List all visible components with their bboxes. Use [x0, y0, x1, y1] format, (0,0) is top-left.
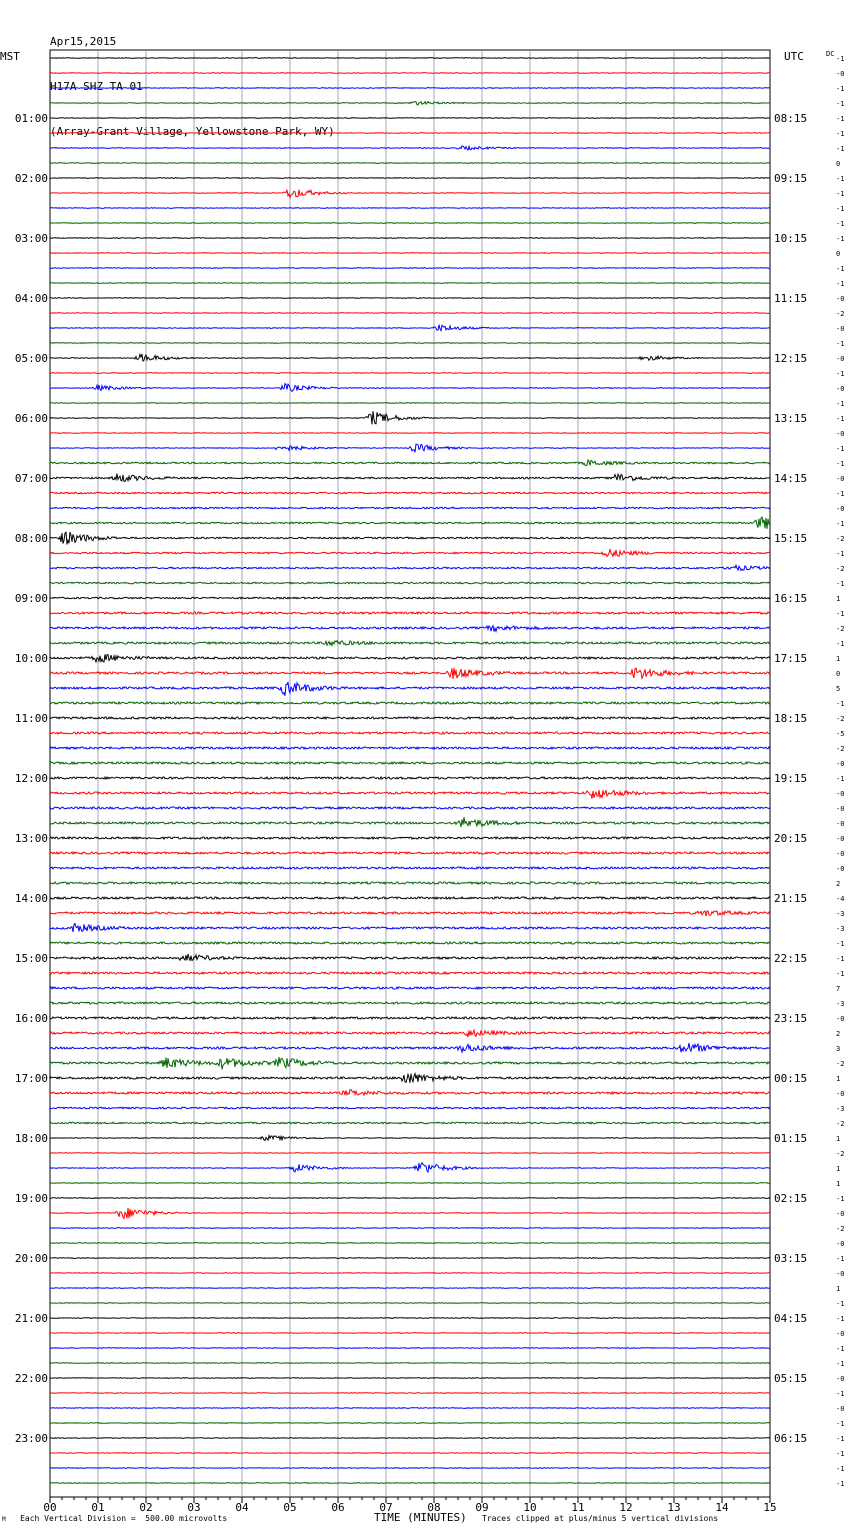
trace-row-77: [50, 1208, 770, 1219]
right-hour-label: 05:15: [774, 1372, 808, 1385]
trace-row-29: [50, 492, 770, 494]
trace-row-67: [50, 1057, 770, 1069]
right-hour-label: 15:15: [774, 532, 808, 545]
trace-row-55: [50, 882, 770, 884]
trace-row-5: [50, 133, 770, 134]
header-date: Apr15,2015: [50, 35, 117, 48]
right-axis-title: UTC: [784, 50, 804, 63]
trace-row-82: [50, 1288, 770, 1289]
dc-offset-label: -0: [836, 70, 845, 78]
trace-row-0: [50, 58, 770, 59]
left-hour-label: 07:00: [14, 472, 48, 485]
dc-offset-label: -1: [836, 445, 845, 453]
trace-row-16: [50, 298, 770, 299]
dc-offset-label: -0: [836, 1240, 845, 1248]
x-tick-label: 10: [523, 1501, 537, 1514]
dc-offset-label: -2: [836, 1150, 845, 1158]
trace-row-32: [50, 532, 770, 544]
trace-row-95: [50, 1483, 770, 1484]
plot-frame: [50, 50, 770, 1497]
dc-offset-label: -1: [836, 370, 845, 378]
dc-offset-label: -1: [836, 130, 845, 138]
trace-row-73: [50, 1153, 770, 1154]
dc-offset-label: -1: [836, 55, 845, 63]
dc-offset-label: 2: [836, 1030, 841, 1038]
dc-offset-label: -1: [836, 1420, 845, 1428]
dc-label: DC: [826, 50, 835, 58]
dc-offset-label: 1: [836, 595, 841, 603]
trace-row-47: [50, 762, 770, 764]
left-hour-label: 21:00: [14, 1312, 48, 1325]
trace-row-74: [50, 1163, 770, 1172]
right-hour-label: 06:15: [774, 1432, 808, 1445]
dc-offset-label: 2: [836, 880, 841, 888]
dc-offset-label: 0: [836, 670, 841, 678]
right-hour-label: 08:15: [774, 112, 808, 125]
dc-offset-label: -1: [836, 580, 845, 588]
dc-offset-label: -1: [836, 85, 845, 93]
trace-row-52: [50, 837, 770, 839]
trace-row-72: [50, 1136, 770, 1141]
left-hour-label: 06:00: [14, 412, 48, 425]
dc-offset-label: -0: [836, 850, 845, 858]
footer-scale-note: [2, 1514, 227, 1523]
header-station: H17A SHZ TA 01: [50, 80, 143, 93]
dc-offset-label: -0: [836, 790, 845, 798]
trace-row-87: [50, 1363, 770, 1364]
x-tick-label: 04: [235, 1501, 249, 1514]
trace-row-59: [50, 942, 770, 944]
x-tick-label: 05: [283, 1501, 297, 1514]
left-hour-label: 19:00: [14, 1192, 48, 1205]
x-tick-label: 01: [91, 1501, 105, 1514]
trace-row-9: [50, 190, 770, 198]
scale-note-text: Each Vertical Division = 500.00 microvolts: [20, 1514, 228, 1523]
dc-offset-label: -1: [836, 460, 845, 468]
trace-row-15: [50, 283, 770, 284]
right-hour-label: 14:15: [774, 472, 808, 485]
x-axis-title: TIME (MINUTES): [374, 1511, 467, 1524]
trace-row-93: [50, 1453, 770, 1454]
trace-row-30: [50, 507, 770, 509]
trace-row-49: [50, 790, 770, 799]
dc-offset-label: -2: [836, 1225, 845, 1233]
trace-row-81: [50, 1273, 770, 1274]
x-tick-label: 03: [187, 1501, 201, 1514]
left-hour-label: 03:00: [14, 232, 48, 245]
x-tick-label: 00: [43, 1501, 57, 1514]
dc-offset-label: -0: [836, 505, 845, 513]
dc-offset-label: -2: [836, 565, 845, 573]
trace-row-92: [50, 1438, 770, 1439]
trace-row-25: [50, 433, 770, 434]
dc-offset-label: -1: [836, 1435, 845, 1443]
trace-row-48: [50, 777, 770, 779]
trace-row-10: [50, 208, 770, 209]
trace-row-4: [50, 118, 770, 119]
trace-row-34: [50, 565, 770, 570]
x-tick-label: 02: [139, 1501, 153, 1514]
trace-row-35: [50, 582, 770, 584]
left-hour-label: 04:00: [14, 292, 48, 305]
dc-offset-label: -0: [836, 1015, 845, 1023]
trace-row-76: [50, 1198, 770, 1199]
trace-row-14: [50, 268, 770, 269]
dc-offset-label: -2: [836, 310, 845, 318]
dc-offset-label: -1: [836, 145, 845, 153]
dc-offset-label: -1: [836, 1465, 845, 1473]
dc-offset-label: 7: [836, 985, 841, 993]
dc-offset-label: -1: [836, 400, 845, 408]
dc-offset-label: 5: [836, 685, 841, 693]
right-hour-label: 04:15: [774, 1312, 808, 1325]
header-location: (Array-Grant Village, Yellowstone Park, WY): [50, 125, 335, 138]
trace-row-43: [50, 702, 770, 704]
left-hour-label: 08:00: [14, 532, 48, 545]
trace-row-17: [50, 313, 770, 314]
dc-offset-label: -1: [836, 280, 845, 288]
trace-row-66: [50, 1043, 770, 1052]
trace-row-37: [50, 612, 770, 614]
left-hour-label: 22:00: [14, 1372, 48, 1385]
dc-offset-label: -1: [836, 1300, 845, 1308]
dc-offset-label: -1: [836, 1360, 845, 1368]
trace-row-27: [50, 460, 770, 466]
x-tick-label: 11: [571, 1501, 585, 1514]
x-tick-label: 12: [619, 1501, 633, 1514]
dc-offset-label: -1: [836, 1450, 845, 1458]
right-hour-label: 17:15: [774, 652, 808, 665]
left-hour-label: 12:00: [14, 772, 48, 785]
x-tick-label: 15: [763, 1501, 777, 1514]
trace-row-60: [50, 954, 770, 961]
dc-offset-label: -5: [836, 730, 845, 738]
left-hour-label: 17:00: [14, 1072, 48, 1085]
dc-offset-label: -3: [836, 1105, 845, 1113]
trace-row-45: [50, 732, 770, 734]
dc-offset-label: -1: [836, 1390, 845, 1398]
right-hour-label: 18:15: [774, 712, 808, 725]
dc-offset-label: -3: [836, 910, 845, 918]
right-hour-label: 21:15: [774, 892, 808, 905]
left-hour-label: 16:00: [14, 1012, 48, 1025]
trace-row-8: [50, 178, 770, 179]
trace-row-70: [50, 1107, 770, 1109]
right-hour-label: 13:15: [774, 412, 808, 425]
trace-row-41: [50, 668, 770, 679]
left-hour-label: 09:00: [14, 592, 48, 605]
trace-row-28: [50, 474, 770, 482]
x-tick-label: 09: [475, 1501, 489, 1514]
trace-row-39: [50, 641, 770, 646]
dc-offset-label: -2: [836, 625, 845, 633]
dc-offset-label: -0: [836, 1405, 845, 1413]
dc-offset-label: -4: [836, 895, 845, 903]
trace-row-3: [50, 102, 770, 105]
right-hour-label: 16:15: [774, 592, 808, 605]
dc-offset-label: -1: [836, 100, 845, 108]
dc-offset-label: -1: [836, 115, 845, 123]
x-tick-label: 13: [667, 1501, 681, 1514]
trace-row-91: [50, 1423, 770, 1424]
trace-row-58: [50, 923, 770, 931]
right-hour-label: 01:15: [774, 1132, 808, 1145]
dc-offset-label: -1: [836, 415, 845, 423]
dc-offset-label: -0: [836, 760, 845, 768]
x-tick-label: 06: [331, 1501, 345, 1514]
dc-offset-label: -1: [836, 220, 845, 228]
dc-offset-label: -2: [836, 1120, 845, 1128]
dc-offset-label: -0: [836, 865, 845, 873]
trace-row-46: [50, 747, 770, 749]
dc-offset-label: -1: [836, 265, 845, 273]
dc-offset-label: -0: [836, 385, 845, 393]
dc-offset-label: -0: [836, 325, 845, 333]
dc-offset-label: -1: [836, 640, 845, 648]
trace-row-75: [50, 1183, 770, 1184]
dc-offset-label: -1: [836, 940, 845, 948]
trace-row-90: [50, 1408, 770, 1409]
right-hour-label: 09:15: [774, 172, 808, 185]
right-hour-label: 10:15: [774, 232, 808, 245]
dc-offset-label: 1: [836, 1135, 841, 1143]
dc-offset-label: -3: [836, 925, 845, 933]
trace-row-22: [50, 384, 770, 392]
trace-row-78: [50, 1228, 770, 1229]
right-hour-label: 20:15: [774, 832, 808, 845]
trace-row-80: [50, 1258, 770, 1259]
trace-row-71: [50, 1122, 770, 1124]
left-hour-label: 23:00: [14, 1432, 48, 1445]
right-hour-label: 11:15: [774, 292, 808, 305]
seismic-traces: [50, 58, 770, 1484]
dc-offset-label: -1: [836, 1255, 845, 1263]
dc-offset-label: -1: [836, 550, 845, 558]
trace-row-42: [50, 682, 770, 696]
trace-row-53: [50, 852, 770, 854]
x-tick-label: 08: [427, 1501, 441, 1514]
dc-offset-label: -0: [836, 295, 845, 303]
trace-row-36: [50, 597, 770, 599]
trace-row-11: [50, 223, 770, 224]
trace-row-13: [50, 253, 770, 254]
dc-offset-label: -1: [836, 175, 845, 183]
dc-offset-label: -0: [836, 1210, 845, 1218]
trace-row-88: [50, 1378, 770, 1379]
trace-row-12: [50, 238, 770, 239]
trace-row-94: [50, 1468, 770, 1469]
left-hour-label: 11:00: [14, 712, 48, 725]
trace-row-85: [50, 1333, 770, 1334]
footer-clip-note: Traces clipped at plus/minus 5 vertical divisions: [482, 1514, 719, 1523]
trace-row-21: [50, 373, 770, 374]
trace-row-40: [50, 654, 770, 662]
left-hour-label: 14:00: [14, 892, 48, 905]
trace-row-61: [50, 972, 770, 974]
dc-offset-label: -0: [836, 1090, 845, 1098]
dc-offset-label: -1: [836, 205, 845, 213]
trace-row-65: [50, 1030, 770, 1037]
dc-offset-label: -1: [836, 190, 845, 198]
dc-offset-label: -0: [836, 1375, 845, 1383]
trace-row-63: [50, 1002, 770, 1004]
dc-offset-label: -2: [836, 1060, 845, 1068]
dc-offset-label: -1: [836, 610, 845, 618]
dc-offset-label: -1: [836, 955, 845, 963]
right-hour-label: 12:15: [774, 352, 808, 365]
trace-row-83: [50, 1303, 770, 1304]
dc-offset-label: -3: [836, 1000, 845, 1008]
dc-offset-label: -0: [836, 820, 845, 828]
trace-row-6: [50, 146, 770, 150]
right-hour-label: 23:15: [774, 1012, 808, 1025]
dc-offset-label: -1: [836, 1345, 845, 1353]
trace-row-1: [50, 73, 770, 74]
trace-row-50: [50, 807, 770, 809]
trace-row-69: [50, 1090, 770, 1096]
left-hour-label: 20:00: [14, 1252, 48, 1265]
left-hour-label: 05:00: [14, 352, 48, 365]
trace-row-31: [50, 517, 770, 529]
dc-offset-label: -1: [836, 1195, 845, 1203]
trace-row-24: [50, 411, 770, 424]
trace-row-84: [50, 1318, 770, 1319]
trace-row-57: [50, 911, 770, 916]
dc-offset-label: 3: [836, 1045, 841, 1053]
trace-row-7: [50, 163, 770, 164]
trace-row-44: [50, 717, 770, 719]
trace-row-18: [50, 325, 770, 331]
trace-row-2: [50, 88, 770, 89]
dc-offset-label: -1: [836, 520, 845, 528]
trace-row-26: [50, 444, 770, 452]
dc-offset-label: -0: [836, 1270, 845, 1278]
trace-row-20: [50, 354, 770, 361]
dc-offset-label: -0: [836, 355, 845, 363]
trace-row-33: [50, 549, 770, 556]
right-hour-label: 03:15: [774, 1252, 808, 1265]
dc-offset-label: 0: [836, 160, 841, 168]
dc-offset-label: -0: [836, 475, 845, 483]
dc-offset-label: -1: [836, 1480, 845, 1488]
dc-offset-label: -1: [836, 490, 845, 498]
corner-mark: M: [2, 1516, 6, 1523]
left-axis-title: MST: [0, 50, 20, 63]
right-hour-label: 22:15: [774, 952, 808, 965]
dc-offset-label: 1: [836, 1075, 841, 1083]
left-hour-label: 02:00: [14, 172, 48, 185]
trace-row-68: [50, 1074, 770, 1083]
dc-offset-label: -1: [836, 340, 845, 348]
dc-offset-label: 1: [836, 1165, 841, 1173]
left-hour-label: 15:00: [14, 952, 48, 965]
dc-offset-label: -1: [836, 1315, 845, 1323]
trace-row-19: [50, 343, 770, 344]
dc-offset-label: -0: [836, 835, 845, 843]
trace-row-64: [50, 1017, 770, 1019]
trace-row-23: [50, 403, 770, 404]
dc-offset-label: -0: [836, 805, 845, 813]
dc-offset-label: -2: [836, 715, 845, 723]
trace-row-56: [50, 897, 770, 899]
x-tick-label: 14: [715, 1501, 729, 1514]
left-hour-label: 18:00: [14, 1132, 48, 1145]
dc-offset-label: -2: [836, 535, 845, 543]
dc-offset-label: -1: [836, 775, 845, 783]
left-hour-label: 13:00: [14, 832, 48, 845]
dc-offset-label: -1: [836, 970, 845, 978]
trace-row-89: [50, 1393, 770, 1394]
dc-offset-label: -2: [836, 745, 845, 753]
trace-row-86: [50, 1348, 770, 1349]
dc-offset-label: 1: [836, 655, 841, 663]
trace-row-51: [50, 817, 770, 827]
dc-offset-label: 1: [836, 1285, 841, 1293]
dc-offset-label: -1: [836, 235, 845, 243]
x-tick-label: 07: [379, 1501, 393, 1514]
right-hour-label: 00:15: [774, 1072, 808, 1085]
dc-offset-label: -0: [836, 430, 845, 438]
dc-offset-label: -0: [836, 1330, 845, 1338]
trace-row-62: [50, 987, 770, 989]
axis-labels: [0, 50, 844, 1514]
trace-row-54: [50, 867, 770, 869]
right-hour-label: 19:15: [774, 772, 808, 785]
trace-row-79: [50, 1243, 770, 1244]
dc-offset-label: -1: [836, 700, 845, 708]
dc-offset-label: 0: [836, 250, 841, 258]
left-hour-label: 01:00: [14, 112, 48, 125]
right-hour-label: 02:15: [774, 1192, 808, 1205]
left-hour-label: 10:00: [14, 652, 48, 665]
dc-offset-label: 1: [836, 1180, 841, 1188]
trace-row-38: [50, 626, 770, 632]
